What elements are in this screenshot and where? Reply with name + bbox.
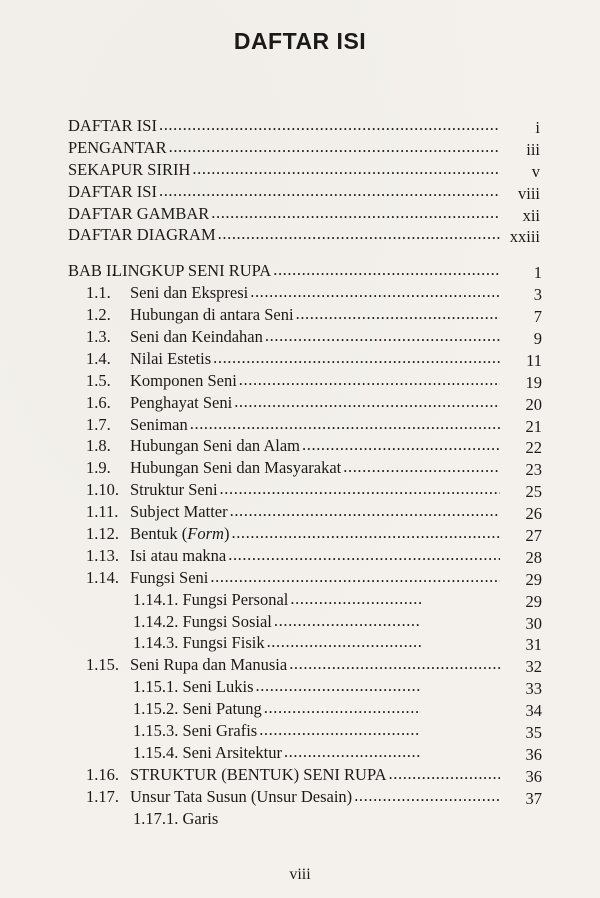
toc-entry-1-15[interactable] [0,655,600,677]
toc-entry-daftar-gambar[interactable] [0,204,600,226]
toc-entry-sekapur-sirih[interactable] [0,160,600,182]
entry-label: Unsur Tata Susun (Unsur Desain) [130,786,353,806]
subsection-number: 1.15.1. [133,677,179,697]
toc-entry-1-3[interactable] [0,327,600,349]
subsection-number: 1.15.3. [133,721,179,741]
page-number: viii [517,183,540,203]
page-number: 29 [525,591,542,611]
page-number: 35 [525,723,542,743]
leader-dots [220,479,500,499]
page-number: 36 [525,766,542,786]
entry-label: STRUKTUR (BENTUK) SENI RUPA [130,764,387,784]
section-number: 1.14. [86,567,119,587]
toc-entry-1-9[interactable] [0,458,600,480]
toc-entry-1-8[interactable] [0,436,600,458]
section-number: 1.16. [86,764,119,784]
toc-entry-1-11[interactable] [0,502,600,524]
entry-label: DAFTAR ISI [68,181,157,201]
entry-label: Seni Lukis [182,677,254,697]
page-number: xii [522,205,540,225]
toc-entry-1-15-2[interactable] [0,699,600,721]
toc-entry-1-1[interactable] [0,283,600,305]
subsection-number: 1.14.1. [133,589,179,609]
page-number: 25 [525,482,542,502]
leader-dots [289,654,500,674]
entry-label-paren-close: ) [223,524,230,544]
leader-dots [273,260,500,280]
entry-label: DAFTAR ISI [68,116,157,135]
leader-dots [343,457,500,477]
section-number: 1.15. [86,655,119,675]
entry-label: Fungsi Sosial [182,611,272,631]
subsection-number: 1.14.2. [133,611,179,631]
toc-entry-1-15-3[interactable] [0,721,600,743]
entry-label: Hubungan Seni dan Alam [130,436,301,456]
leader-dots [218,224,500,244]
page-number: 20 [525,394,542,414]
toc-entry-1-14-1[interactable] [0,590,600,612]
page-number: 22 [525,438,542,458]
entry-label: Seni Arsitektur [182,742,282,762]
subsection-number: 1.17.1. [133,808,179,828]
section-number: 1.10. [86,480,119,500]
entry-label: Bentuk [130,524,178,544]
subsection-number: 1.15.2. [133,699,179,719]
page-number: i [535,118,540,137]
page-number: v [531,161,540,181]
leader-dots [210,567,500,587]
leader-dots [259,720,421,740]
section-number: 1.5. [86,370,111,390]
leader-dots [159,181,500,201]
leader-dots [213,348,500,368]
section-number: 1.7. [86,414,111,434]
subsection-number: 1.15.4. [133,742,179,762]
section-gap [0,247,600,261]
page-number: 3 [533,285,542,305]
entry-label: Subject Matter [130,502,228,522]
page-number: 32 [525,657,542,677]
leader-dots [354,786,500,806]
section-number: 1.1. [86,283,111,303]
page-number: xxiii [509,227,540,247]
entry-label: Fungsi Personal [182,589,289,609]
toc-entry-1-10[interactable] [0,480,600,502]
entry-label: Seniman [130,414,188,434]
leader-dots [296,304,500,324]
leader-dots [290,589,421,609]
section-number: 1.9. [86,458,111,478]
entry-label: Komponen Seni [130,370,237,390]
leader-dots [239,370,500,390]
section-number: 1.17. [86,786,119,806]
entry-label: Isi atau makna [130,545,227,565]
page-number: 1 [533,263,542,283]
toc-entry-1-14[interactable] [0,568,600,590]
leader-dots [234,392,500,412]
toc-entry-1-13[interactable] [0,546,600,568]
page-number: 33 [525,679,542,699]
page-number: 37 [525,788,542,808]
entry-label: Struktur Seni [130,480,218,500]
leader-dots [190,414,500,434]
leader-dots [228,545,500,565]
page-number: 30 [525,613,542,633]
leader-dots [159,115,500,135]
toc-entry-daftar-isi-2[interactable] [0,182,600,204]
entry-label: Seni Grafis [182,721,258,741]
leader-dots [211,203,500,223]
entry-label: DAFTAR GAMBAR [68,203,210,223]
page-number: 19 [525,372,542,392]
toc-entry-1-15-1[interactable] [0,677,600,699]
section-number: 1.4. [86,348,111,368]
toc-entry-1-6[interactable] [0,393,600,415]
entry-label: Fungsi Seni [130,567,209,587]
entry-label: Nilai Estetis [130,348,212,368]
entry-label: PENGANTAR [68,137,167,157]
table-of-contents [0,116,600,831]
entry-label: Hubungan Seni dan Masyarakat [130,458,342,478]
section-number: 1.12. [86,524,119,544]
entry-label: Seni dan Keindahan [130,327,263,347]
entry-label: Fungsi Fisik [182,633,265,653]
toc-entry-1-17-1[interactable] [0,809,600,831]
entry-label: LINGKUP SENI RUPA [112,261,272,281]
leader-dots [265,326,500,346]
section-number: 1.11. [86,502,119,522]
entry-label: Hubungan di antara Seni [130,305,294,325]
toc-entry-pengantar[interactable] [0,138,600,160]
toc-entry-1-12[interactable] [0,524,600,546]
leader-dots [274,611,421,631]
page-number: 9 [533,329,542,349]
toc-entry-1-7[interactable] [0,415,600,437]
leader-dots [264,698,421,718]
toc-entry-bab-1[interactable] [0,261,600,283]
leader-dots [192,159,500,179]
entry-label: Seni Patung [182,699,262,719]
subsection-number: 1.14.3. [133,633,179,653]
page-number: 31 [525,635,542,655]
toc-entry-daftar-diagram[interactable] [0,225,600,247]
toc-entry-1-14-3[interactable] [0,633,600,655]
toc-entry-1-2[interactable] [0,305,600,327]
page-number: iii [526,139,540,159]
leader-dots [231,523,500,543]
page-number: 29 [525,569,542,589]
leader-dots [256,676,421,696]
entry-label-paren-open: ( [177,524,188,544]
section-number: 1.3. [86,327,111,347]
toc-entry-1-14-2[interactable] [0,612,600,634]
section-number: 1.6. [86,392,111,412]
leader-dots [389,764,500,784]
section-number: 1.13. [86,545,119,565]
leader-dots [284,742,421,762]
entry-label-italic: Form [187,524,224,544]
toc-entry-1-4[interactable] [0,349,600,371]
entry-label: Seni Rupa dan Manusia [130,655,288,675]
toc-entry-1-5[interactable] [0,371,600,393]
page-number: 36 [525,744,542,764]
page-number: 21 [525,416,542,436]
page-number: 28 [525,547,542,567]
toc-entry-1-15-4[interactable] [0,743,600,765]
leader-dots [169,137,500,157]
page-number: 7 [533,307,542,327]
page-title: DAFTAR ISI [233,28,367,54]
toc-entry-front-daftar-isi[interactable] [0,116,600,138]
section-number: 1.2. [86,305,111,325]
section-number: 1.8. [86,436,111,456]
entry-label: SEKAPUR SIRIH [68,159,191,179]
entry-label: Seni dan Ekspresi [130,283,249,303]
leader-dots [302,435,500,455]
leader-dots [250,282,500,302]
leader-dots [267,632,421,652]
entry-label: DAFTAR DIAGRAM [68,225,216,245]
page-number: 26 [525,504,542,524]
page-number: 11 [526,350,542,370]
chapter-number: BAB I. [68,261,116,281]
page-number: 23 [525,460,542,480]
page-number: 27 [525,526,542,546]
footer-page-number: viii [289,866,311,883]
leader-dots [230,501,500,521]
entry-label: Penghayat Seni [130,392,233,412]
page-number: 34 [525,701,542,721]
toc-entry-1-17[interactable] [0,787,600,809]
entry-label: Garis [182,808,219,828]
toc-entry-1-16[interactable] [0,765,600,787]
